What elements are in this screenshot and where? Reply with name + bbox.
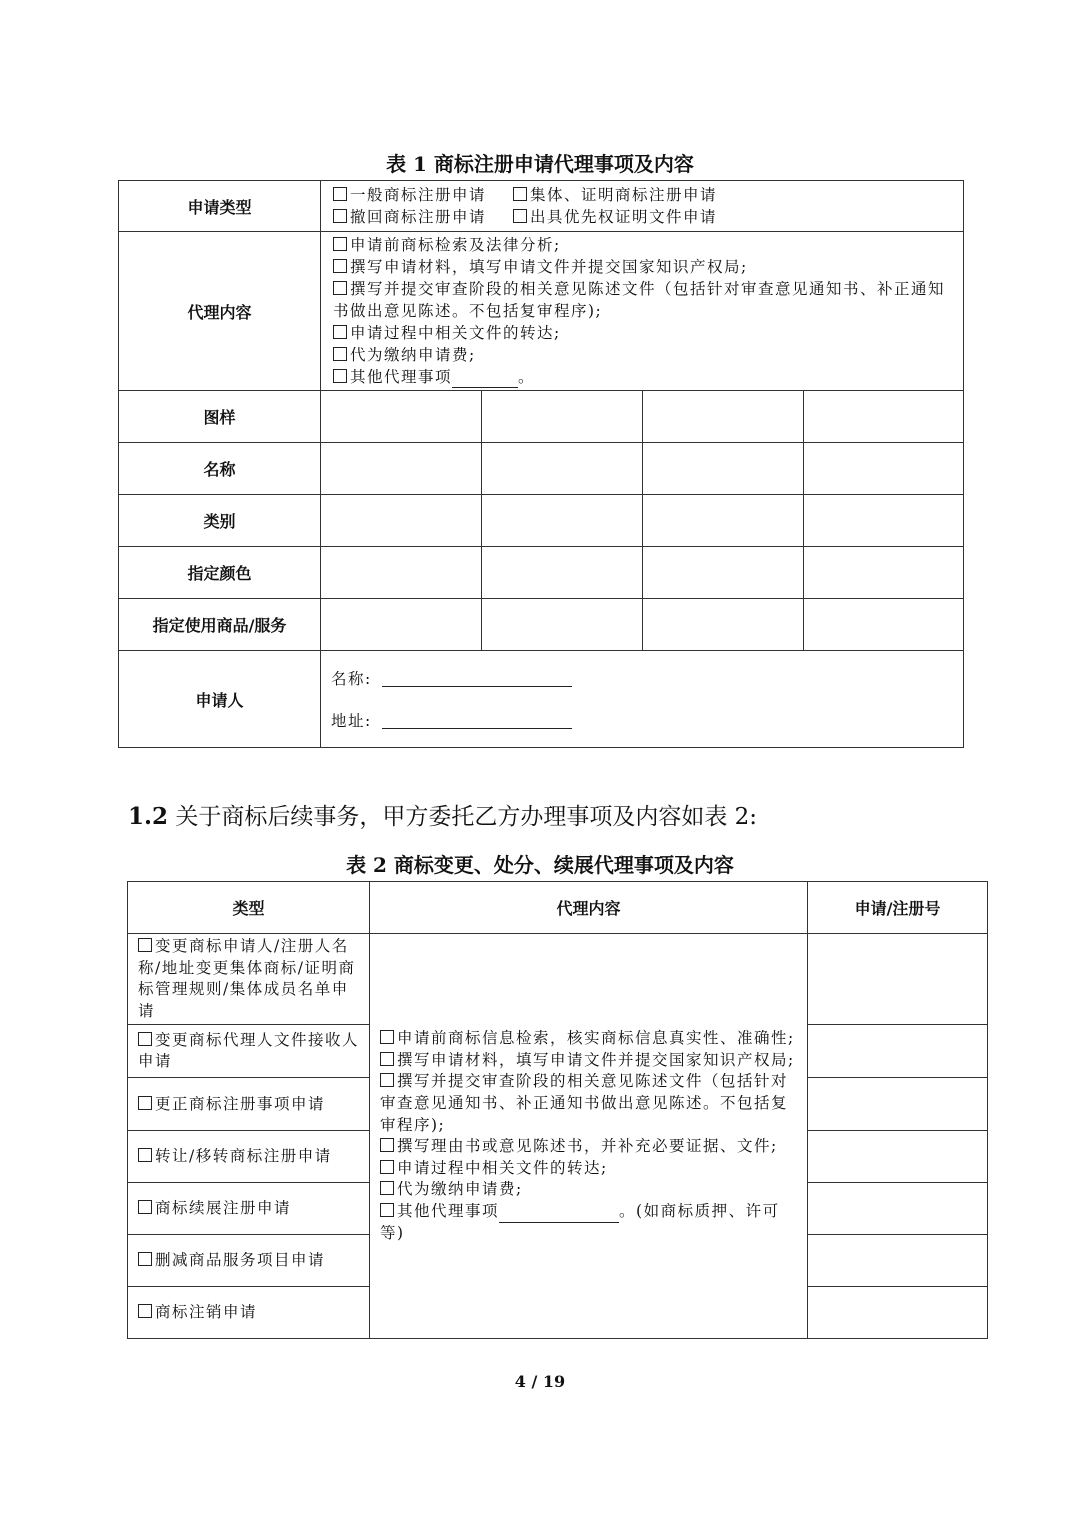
grid-cell[interactable] <box>804 443 964 495</box>
grid-cell[interactable] <box>321 547 482 599</box>
list-item[interactable]: 申请前商标信息检索，核实商标信息真实性、准确性; <box>380 1028 799 1050</box>
grid-cell[interactable] <box>643 547 804 599</box>
grid-cell[interactable] <box>321 443 482 495</box>
checkbox[interactable] <box>380 1030 394 1044</box>
checkbox[interactable] <box>333 281 347 295</box>
checkbox[interactable] <box>380 1203 394 1217</box>
list-item[interactable]: 撰写申请材料，填写申请文件并提交国家知识产权局; <box>333 256 957 278</box>
grid-cell[interactable] <box>482 495 643 547</box>
header-content: 代理内容 <box>370 882 808 934</box>
grid-cell[interactable] <box>804 547 964 599</box>
number-cell[interactable] <box>808 1287 988 1339</box>
section-heading <box>128 798 757 831</box>
option-priority[interactable]: 出具优先权证明文件申请 <box>513 208 717 226</box>
grid-cell[interactable] <box>482 547 643 599</box>
grid-cell[interactable] <box>804 599 964 651</box>
checkbox[interactable] <box>138 1096 152 1110</box>
checkbox[interactable] <box>333 259 347 273</box>
checkbox[interactable] <box>380 1181 394 1195</box>
grid-cell[interactable] <box>482 391 643 443</box>
checkbox[interactable] <box>138 1032 152 1046</box>
option-general[interactable]: 一般商标注册申请 <box>333 184 513 206</box>
trademark-change-table <box>127 881 988 1339</box>
type-item[interactable]: 更正商标注册事项申请 <box>128 1078 370 1131</box>
section-text: 关于商标后续事务，甲方委托乙方办理事项及内容如表 2: <box>168 804 758 830</box>
option-collective[interactable]: 集体、证明商标注册申请 <box>513 186 717 204</box>
checkbox[interactable] <box>333 209 347 223</box>
table2-title: 表 2 商标变更、处分、续展代理事项及内容 <box>346 853 734 877</box>
option-withdraw[interactable]: 撤回商标注册申请 <box>333 206 513 228</box>
checkbox[interactable] <box>333 347 347 361</box>
grid-cell[interactable] <box>643 599 804 651</box>
grid-label-goods: 指定使用商品/服务 <box>119 599 321 651</box>
grid-label-sample: 图样 <box>119 391 321 443</box>
checkbox[interactable] <box>333 369 347 383</box>
list-item[interactable]: 撰写申请材料，填写申请文件并提交国家知识产权局; <box>380 1050 799 1072</box>
number-cell[interactable] <box>808 1078 988 1131</box>
applicant-address-label: 地址: <box>331 712 372 730</box>
type-item[interactable]: 变更商标代理人文件接收人申请 <box>128 1025 370 1078</box>
applicant-name-label: 名称: <box>331 670 372 688</box>
list-item-other[interactable]: 其他代理事项 。(如商标质押、许可等) <box>380 1201 780 1242</box>
checkbox[interactable] <box>333 325 347 339</box>
checkbox[interactable] <box>380 1073 394 1087</box>
checkbox[interactable] <box>138 938 152 952</box>
checkbox[interactable] <box>138 1200 152 1214</box>
grid-cell[interactable] <box>643 495 804 547</box>
application-type-options <box>321 181 964 232</box>
list-item[interactable]: 撰写理由书或意见陈述书，并补充必要证据、文件; <box>380 1136 799 1158</box>
applicant-label: 申请人 <box>119 651 321 748</box>
grid-cell[interactable] <box>321 495 482 547</box>
grid-label-color: 指定颜色 <box>119 547 321 599</box>
checkbox[interactable] <box>138 1148 152 1162</box>
other-blank[interactable] <box>499 1206 619 1223</box>
type-item[interactable]: 删减商品服务项目申请 <box>128 1235 370 1287</box>
number-cell[interactable] <box>808 1235 988 1287</box>
agency-content-label: 代理内容 <box>119 232 321 391</box>
table1-title: 表 1 商标注册申请代理事项及内容 <box>386 152 694 176</box>
grid-cell[interactable] <box>643 391 804 443</box>
grid-cell[interactable] <box>482 599 643 651</box>
grid-cell[interactable] <box>321 599 482 651</box>
checkbox[interactable] <box>138 1252 152 1266</box>
list-item[interactable]: 撰写并提交审查阶段的相关意见陈述文件（包括针对审查意见通知书、补正通知书做出意见陈述。不包括复审程序); <box>333 280 946 320</box>
header-type: 类型 <box>128 882 370 934</box>
list-item[interactable]: 申请过程中相关文件的转达; <box>380 1158 799 1180</box>
grid-label-class: 类别 <box>119 495 321 547</box>
applicant-address-field[interactable] <box>382 712 572 729</box>
list-item[interactable]: 申请过程中相关文件的转达; <box>333 322 957 344</box>
applicant-fields <box>321 651 964 748</box>
page-number: 4 / 19 <box>514 1372 566 1391</box>
other-blank[interactable] <box>452 371 518 388</box>
number-cell[interactable] <box>808 934 988 1025</box>
checkbox[interactable] <box>380 1138 394 1152</box>
checkbox[interactable] <box>513 187 527 201</box>
agency-content-list <box>321 232 964 391</box>
checkbox[interactable] <box>333 187 347 201</box>
header-number: 申请/注册号 <box>808 882 988 934</box>
list-item[interactable]: 申请前商标检索及法律分析; <box>333 234 957 256</box>
application-type-label: 申请类型 <box>119 181 321 232</box>
checkbox[interactable] <box>138 1304 152 1318</box>
list-item[interactable]: 撰写并提交审查阶段的相关意见陈述文件（包括针对审查意见通知书、补正通知书做出意见陈述。不包括复审程序); <box>380 1072 789 1134</box>
grid-cell[interactable] <box>321 391 482 443</box>
type-item[interactable]: 转让/移转商标注册申请 <box>128 1131 370 1183</box>
grid-label-name: 名称 <box>119 443 321 495</box>
checkbox[interactable] <box>333 237 347 251</box>
number-cell[interactable] <box>808 1025 988 1078</box>
list-item[interactable]: 代为缴纳申请费; <box>380 1179 799 1201</box>
grid-cell[interactable] <box>643 443 804 495</box>
trademark-registration-table <box>118 180 964 748</box>
number-cell[interactable] <box>808 1183 988 1235</box>
checkbox[interactable] <box>513 209 527 223</box>
grid-cell[interactable] <box>482 443 643 495</box>
list-item-other[interactable]: 其他代理事项 。 <box>333 366 957 388</box>
grid-cell[interactable] <box>804 495 964 547</box>
grid-cell[interactable] <box>804 391 964 443</box>
content-list <box>370 934 808 1339</box>
section-number: 1.2 <box>128 803 169 830</box>
checkbox[interactable] <box>380 1052 394 1066</box>
list-item[interactable]: 代为缴纳申请费; <box>333 344 957 366</box>
type-item[interactable]: 变更商标申请人/注册人名称/地址变更集体商标/证明商标管理规则/集体成员名单申请 <box>128 934 370 1025</box>
checkbox[interactable] <box>380 1160 394 1174</box>
number-cell[interactable] <box>808 1131 988 1183</box>
type-item[interactable]: 商标注销申请 <box>128 1287 370 1339</box>
type-item[interactable]: 商标续展注册申请 <box>128 1183 370 1235</box>
applicant-name-field[interactable] <box>382 670 572 687</box>
